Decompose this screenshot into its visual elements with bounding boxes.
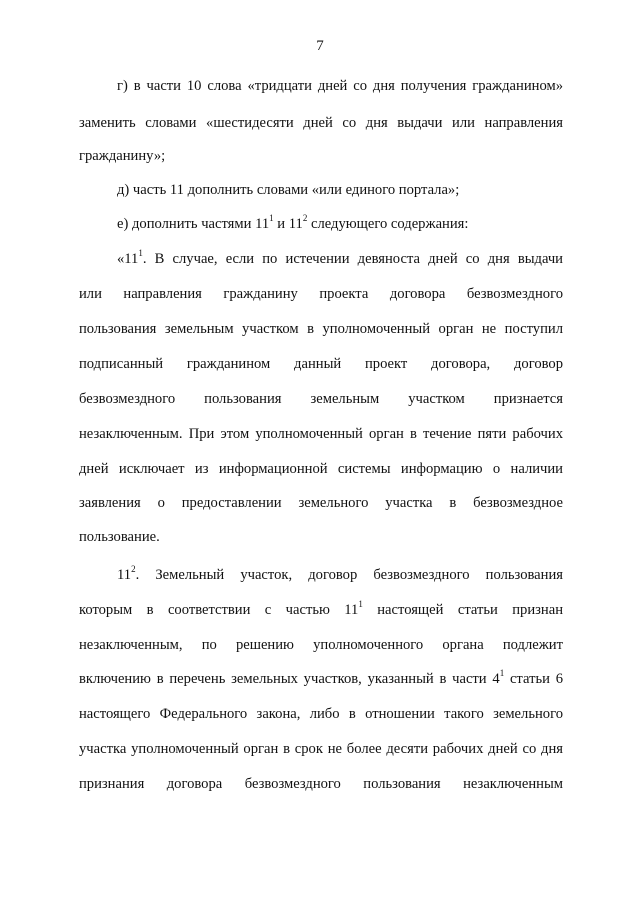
text-line: «$11^1$. В случае, если по истечении девяноста дней со дня выдачи <box>117 248 563 267</box>
text-line: е) дополнить частями $11^1$ и $11^2$ следующего содержания: <box>117 213 469 232</box>
text-line: настоящего Федерального закона, либо в отношении такого земельного <box>79 706 563 722</box>
text-line: включению в перечень земельных участков, указанный в части $4^1$ статьи 6 <box>79 668 563 687</box>
text-line: подписанный гражданином данный проект договора, договор <box>79 356 563 372</box>
text-line: признания договора безвозмездного пользования незаключенным <box>79 776 563 792</box>
text-line: которым в соответствии с частью $11^1$ настоящей статьи признан <box>79 599 563 618</box>
text-line: безвозмездного пользования земельным участком признается <box>79 391 563 407</box>
text-line: д) часть 11 дополнить словами «или единого портала»; <box>117 182 460 198</box>
text-line: $11^2$. Земельный участок, договор безвозмездного пользования <box>117 564 563 583</box>
text-line: дней исключает из информационной системы информацию о наличии <box>79 461 563 477</box>
text-line: незаключенным. При этом уполномоченный орган в течение пяти рабочих <box>79 426 563 442</box>
text-line: заявления о предоставлении земельного участка в безвозмездное <box>79 495 563 511</box>
text-line: или направления гражданину проекта договора безвозмездного <box>79 286 563 302</box>
text-line: пользование. <box>79 529 160 545</box>
text-line: г) в части 10 слова «тридцати дней со дня получения гражданином» <box>117 78 563 94</box>
page-number: 7 <box>316 38 324 54</box>
text-line: заменить словами «шестидесяти дней со дня выдачи или направления <box>79 115 563 131</box>
text-line: участка уполномоченный орган в срок не более десяти рабочих дней со дня <box>79 741 563 757</box>
text-line: незаключенным, по решению уполномоченного органа подлежит <box>79 637 563 653</box>
text-line: гражданину»; <box>79 148 166 164</box>
text-line: пользования земельным участком в уполномоченный орган не поступил <box>79 321 563 337</box>
